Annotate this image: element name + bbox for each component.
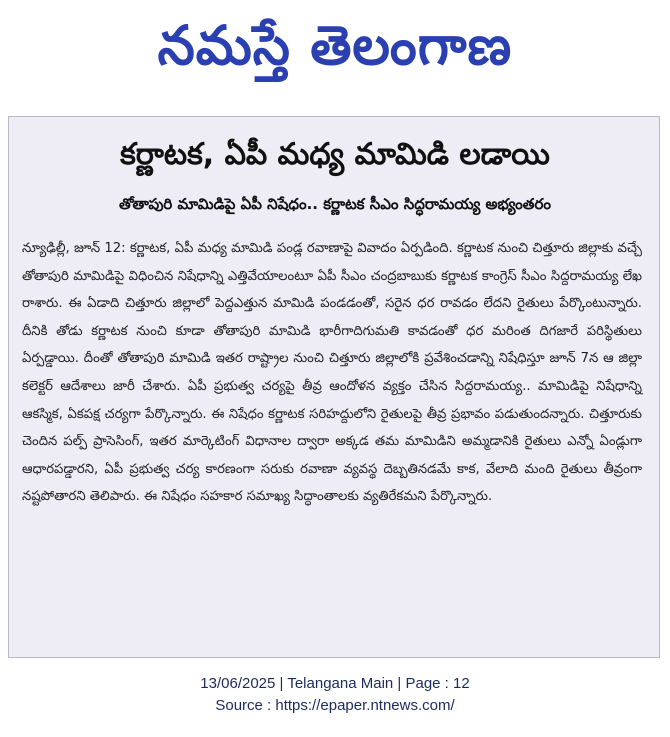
article-body: న్యూఢిల్లీ, జూన్ 12: కర్ణాటక, ఏపీ మధ్య మామిడి పండ్ల రవాణాపై వివాదం ఏర్పడింది. కర్ణాటక నుంచి చిత్తూరు జిల్లాకు వచ్చే తోతాపురి మామిడిపై విధించిన నిషేధాన్ని ఎత్తివేయాలంటూ ఏపీ సీఎం చంద్రబాబుకు కర్ణాటక కాంగ్రెస్ సీఎం సిద్దరామయ్య లేఖ రాశారు. ఈ ఏడాది చిత్తూరు జిల్లాలో పెద్దఎత్తున మామిడి పండడంతో, సరైన ధర రావడం లేదని రైతులు పేర్కొంటున్నారు. దీనికి తోడు కర్ణాటక నుంచి కూడా తోతాపురి మామిడి భారీగాదిగుమతి కావడంతో ధర మరింత దిగజారే పరిస్థితులు ఏర్పడ్డాయి. దీంతో తోతాపురి మామిడి ఇతర రాష్ట్రాల నుంచి చిత్తూరు జిల్లాలోకి ప్రవేశించడాన్ని నిషేధిస్తూ జూన్ 7న ఆ జిల్లా కలెక్టర్ ఆదేశాలు జారీ చేశారు. ఏపీ ప్రభుత్వ చర్యపై తీవ్ర ఆందోళన వ్యక్తం చేసిన సిద్దరామయ్య.. మామిడిపై నిషేధాన్ని ఆకస్మిక, ఏకపక్ష చర్యగా పేర్కొన్నారు. ఈ నిషేధం కర్ణాటక సరిహద్దులోని రైతులపై తీవ్ర ప్రభావం పడుతుందన్నారు. చిత్తూరుకు చెందిన పల్ప్ ప్రాసెసింగ్, ఇతర మార్కెటింగ్ విధానాల ద్వారా అక్కడ తమ మామిడిని అమ్మడానికి రైతులు ఎన్నో ఏండ్లుగా ఆధారపడ్డారని, ఏపీ ప్రభుత్వ చర్య కారణంగా సరుకు రవాణా వ్యవస్థ దెబ్బతినడమే కాక, వేలాది మంది రైతులు తీవ్రంగా నష్టపోతారని తెలిపారు. ఈ నిషేధం సహకార సమాఖ్య సిద్ధాంతాలకు వ్యతిరేకమని పేర్కొన్నారు.	[22, 241, 642, 505]
newspaper-masthead	[0, 0, 670, 108]
source-line: Source : https://epaper.ntnews.com/	[215, 697, 455, 714]
news-clipping	[8, 116, 660, 658]
article-headline: కర్ణాటక, ఏపీ మధ్య మామిడి లడాయి	[120, 137, 550, 172]
clipping-footer	[0, 673, 670, 717]
article-subheadline: తోతాపురి మామిడిపై ఏపీ నిషేధం.. కర్ణాటక సీఎం సిద్ధరామయ్య అభ్యంతరం	[119, 195, 551, 213]
newspaper-logo-title: నమస్తే తెలంగాణ	[157, 14, 513, 77]
publication-details: 13/06/2025 | Telangana Main | Page : 12	[200, 675, 470, 692]
